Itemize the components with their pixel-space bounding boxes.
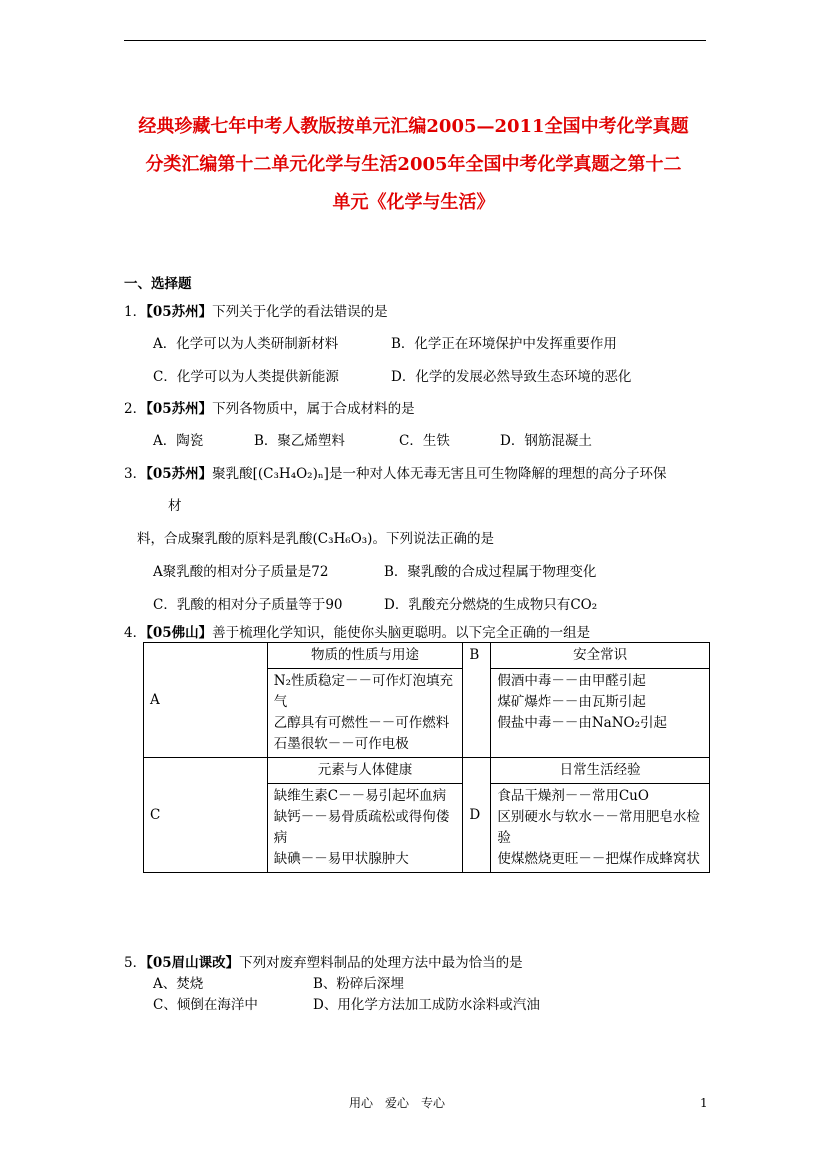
question-text: 善于梳理化学知识，能使你头脑更聪明。以下完全正确的一组是: [212, 625, 591, 641]
options-table: [143, 642, 710, 873]
option-c-label: C: [144, 758, 268, 873]
option-b-label: B: [463, 643, 491, 758]
table-line: 食品干燥剂－－常用CuO: [497, 788, 649, 804]
question-number: 2．: [124, 401, 147, 417]
option-c: C、倾倒在海洋中: [153, 997, 258, 1013]
question-source: 【05苏州】: [146, 466, 213, 482]
option-d: D．乳酸充分燃烧的生成物只有CO₂: [384, 597, 598, 613]
table-line: 假酒中毒－－由甲醛引起: [497, 673, 646, 689]
option-b: B．化学正在环境保护中发挥重要作用: [391, 336, 617, 352]
question-3: [124, 464, 666, 484]
option-a: A．化学可以为人类研制新材料: [153, 336, 339, 352]
option-d: D．钢筋混凝土: [500, 433, 592, 449]
title-line-1: 经典珍藏七年中考人教版按单元汇编2005—2011全国中考化学真题: [138, 116, 689, 137]
question-text: 聚乳酸[(C₃H₄O₂)ₙ]是一种对人体无毒无害且可生物降解的理想的高分子环保: [212, 466, 667, 482]
option-d-label: D: [463, 758, 491, 873]
question-2: [124, 399, 415, 419]
question-text-line-2: 料，合成聚乳酸的原料是乳酸(C₃H₆O₃)。下列说法正确的是: [137, 531, 494, 547]
question-source: 【05苏州】: [146, 304, 213, 320]
table-line: 使煤燃烧更旺－－把煤作成蜂窝状: [497, 851, 700, 867]
option-d: D、用化学方法加工成防水涂料或汽油: [313, 997, 540, 1013]
question-source: 【05佛山】: [146, 625, 213, 641]
question-1: [124, 302, 388, 322]
option-b: B、粉碎后深埋: [313, 976, 404, 992]
question-text: 下列各物质中，属于合成材料的是: [212, 401, 415, 417]
option-a: A聚乳酸的相对分子质量是72: [153, 564, 329, 580]
option-a: A．陶瓷: [153, 433, 204, 449]
option-b: B．聚乳酸的合成过程属于物理变化: [384, 564, 597, 580]
table-line: 石墨很软－－可作电极: [273, 736, 409, 752]
option-a: A、焚烧: [153, 976, 204, 992]
question-text-continuation: 材: [168, 498, 182, 514]
table-line: 乙醇具有可燃性－－可作燃料: [273, 715, 450, 731]
table-line: 假盐中毒－－由NaNO₂引起: [497, 715, 667, 731]
option-c: C．乳酸的相对分子质量等于90: [153, 597, 343, 613]
option-a-label: A: [144, 643, 268, 758]
question-text: 下列对废弃塑料制品的处理方法中最为恰当的是: [239, 955, 523, 971]
question-number: 4．: [124, 625, 147, 641]
title-line-3: 单元《化学与生活》: [332, 192, 495, 213]
question-number: 1．: [124, 304, 147, 320]
page-footer: 用心 爱心 专心: [349, 1096, 446, 1110]
question-5: [124, 953, 523, 973]
table-line: 区别硬水与软水－－常用肥皂水检验: [497, 809, 700, 846]
option-a-heading: 物质的性质与用途: [267, 643, 463, 669]
title-line-2: 分类汇编第十二单元化学与生活2005年全国中考化学真题之第十二: [145, 154, 682, 175]
option-d: D．化学的发展必然导致生态环境的恶化: [391, 369, 632, 385]
question-source: 【05眉山课改】: [146, 955, 240, 971]
option-c: C．化学可以为人类提供新能源: [153, 369, 339, 385]
option-b: B．聚乙烯塑料: [254, 433, 345, 449]
table-line: 缺碘－－易甲状腺肿大: [273, 851, 409, 867]
question-text: 下列关于化学的看法错误的是: [212, 304, 388, 320]
option-d-content: [491, 784, 710, 873]
table-line: 缺维生素C－－易引起坏血病: [273, 788, 447, 804]
question-number: 3．: [124, 466, 147, 482]
option-c-content: [267, 784, 463, 873]
table-line: N₂性质稳定－－可作灯泡填充气: [273, 673, 453, 710]
option-b-heading: 安全常识: [491, 643, 710, 669]
option-a-content: [267, 669, 463, 758]
question-number: 5．: [124, 955, 147, 971]
section-heading: 一、选择题: [124, 276, 192, 292]
question-source: 【05苏州】: [146, 401, 213, 417]
page-number: 1: [700, 1096, 708, 1110]
option-c: C．生铁: [399, 433, 450, 449]
table-line: 缺钙－－易骨质疏松或得佝偻病: [273, 809, 450, 846]
question-4: [124, 623, 590, 643]
document-title: [110, 108, 717, 222]
option-b-content: [491, 669, 710, 758]
option-c-heading: 元素与人体健康: [267, 758, 463, 784]
table-line: 煤矿爆炸－－由瓦斯引起: [497, 694, 646, 710]
option-d-heading: 日常生活经验: [491, 758, 710, 784]
header-rule: [124, 40, 706, 41]
